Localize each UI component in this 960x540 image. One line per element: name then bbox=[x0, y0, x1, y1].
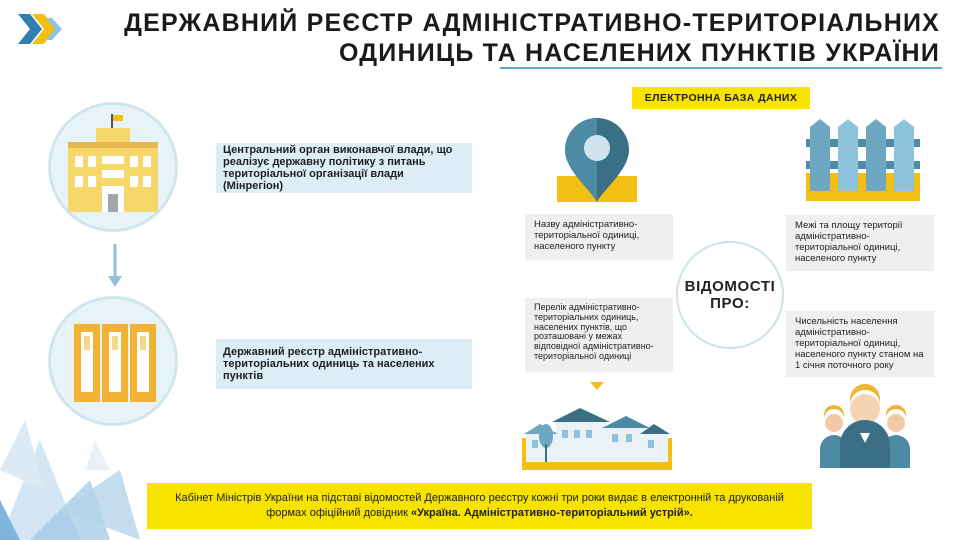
town-houses-icon bbox=[522, 382, 672, 474]
ministry-description-text: Центральний орган виконавчої влади, що реалізує державну політику з питань територіальної організації влади (Мінрегіон) bbox=[223, 144, 453, 192]
ministry-description bbox=[216, 143, 472, 193]
title-underline bbox=[500, 67, 942, 69]
government-building-icon bbox=[62, 112, 164, 217]
location-pin-icon bbox=[555, 118, 639, 204]
info-item-name bbox=[525, 214, 673, 260]
info-item-population-text: Чисельність населення адміністративно-територіальної одиниці, населеного пункту станом на 1 січня поточного року bbox=[795, 316, 924, 371]
info-item-list-text: Перелік адміністративно-територіальних одиниць, населених пунктів, що розташовані у межах відповідної адміністративно-територіальної одиниці bbox=[534, 302, 654, 361]
info-item-list bbox=[525, 298, 673, 372]
info-about-circle bbox=[676, 241, 784, 349]
footer-text-bold: «Україна. Адміністративно-територіальний устрій». bbox=[410, 507, 693, 519]
logo-chevrons-icon bbox=[18, 14, 64, 44]
center-label-line-1: ВІДОМОСТІ bbox=[684, 278, 776, 295]
fence-icon bbox=[806, 117, 920, 201]
page-title bbox=[124, 8, 940, 68]
title-line-2: ОДИНИЦЬ ТА НАСЕЛЕНИХ ПУНКТІВ УКРАЇНИ bbox=[338, 39, 940, 67]
registry-description-text: Державний реєстр адміністративно-територіальних одиниць та населених пунктів bbox=[223, 346, 435, 382]
title-line-1: ДЕРЖАВНИЙ РЕЄСТР АДМІНІСТРАТИВНО-ТЕРИТОРІАЛЬНИХ bbox=[124, 9, 940, 37]
binder-folders-icon bbox=[70, 322, 160, 404]
electronic-database-label: ЕЛЕКТРОННА БАЗА ДАНИХ bbox=[632, 87, 810, 109]
center-label-line-2: ПРО: bbox=[710, 295, 750, 312]
info-item-boundaries-text: Межі та площу території адміністративно-територіальної одиниці, населеного пункту bbox=[795, 220, 903, 264]
arrow-down-icon bbox=[107, 244, 123, 288]
footer-text bbox=[157, 491, 802, 521]
info-item-population bbox=[786, 311, 934, 377]
people-population-icon bbox=[820, 383, 910, 468]
info-item-boundaries bbox=[786, 215, 934, 271]
footer-banner bbox=[147, 483, 812, 529]
footer-text-plain: Кабінет Міністрів України на підставі відомостей Державного реєстру кожні три роки видає в електронній та друкованій формах офіційний довідник bbox=[175, 492, 784, 519]
info-item-name-text: Назву адміністративно-територіальної одиниці, населеного пункту bbox=[534, 219, 640, 252]
registry-description bbox=[216, 339, 472, 389]
